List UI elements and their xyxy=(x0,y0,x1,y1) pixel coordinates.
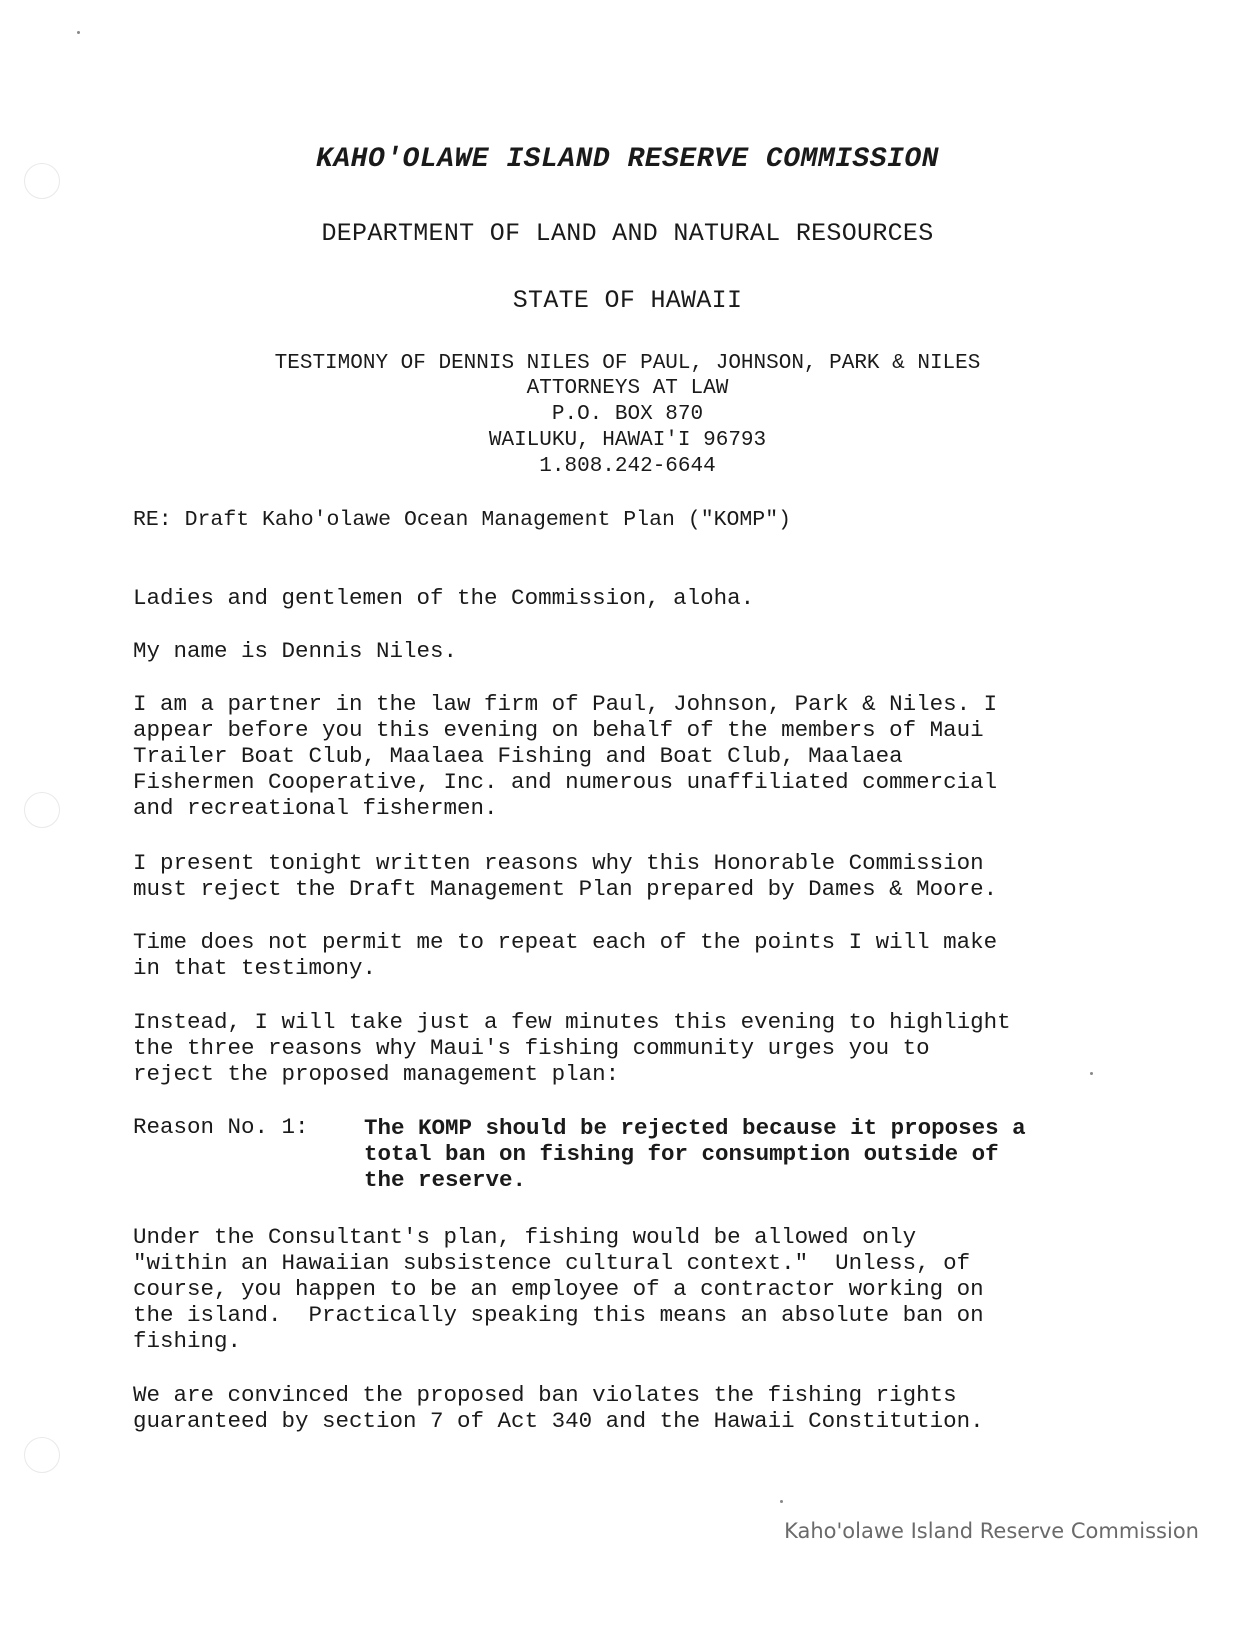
scan-speck xyxy=(77,31,80,34)
paragraph-line: Time does not permit me to repeat each of the points I will make xyxy=(133,929,998,955)
reason-text: The KOMP should be rejected because it proposes a xyxy=(364,1115,1026,1141)
paragraph-line: course, you happen to be an employee of a contractor working on xyxy=(133,1276,984,1302)
re-line: RE: Draft Kaho'olawe Ocean Management Plan ("KOMP") xyxy=(133,508,792,532)
paragraph-line: "within an Hawaiian subsistence cultural context." Unless, of xyxy=(133,1250,971,1276)
reason-label: Reason No. 1: xyxy=(133,1114,309,1140)
paragraph-line: the three reasons why Maui's fishing community urges you to xyxy=(133,1035,930,1061)
punch-hole xyxy=(24,792,60,828)
testimony-line: TESTIMONY OF DENNIS NILES OF PAUL, JOHNSON, PARK & NILES xyxy=(274,352,981,375)
paragraph-line: Under the Consultant's plan, fishing would be allowed only xyxy=(133,1224,917,1250)
paragraph-line: Fishermen Cooperative, Inc. and numerous unaffiliated commercial xyxy=(133,769,998,795)
reason-text: total ban on fishing for consumption outside of xyxy=(364,1141,999,1167)
paragraph-line: appear before you this evening on behalf of the members of Maui xyxy=(133,717,984,743)
po-box-line: P.O. BOX 870 xyxy=(551,403,704,426)
city-line: WAILUKU, HAWAI'I 96793 xyxy=(488,429,767,452)
paragraph-line: fishing. xyxy=(133,1328,242,1354)
paragraph-line: We are convinced the proposed ban violates the fishing rights xyxy=(133,1382,957,1408)
paragraph-line: I am a partner in the law firm of Paul, Johnson, Park & Niles. I xyxy=(133,691,998,717)
state-heading: STATE OF HAWAII xyxy=(512,286,743,315)
scan-speck xyxy=(780,1500,783,1503)
paragraph-line: I present tonight written reasons why this Honorable Commission xyxy=(133,850,984,876)
paragraph-line: guaranteed by section 7 of Act 340 and the Hawaii Constitution. xyxy=(133,1408,984,1434)
paragraph-line: must reject the Draft Management Plan prepared by Dames & Moore. xyxy=(133,876,998,902)
paragraph-line: Instead, I will take just a few minutes this evening to highlight xyxy=(133,1009,1011,1035)
paragraph-line: Trailer Boat Club, Maalaea Fishing and Boat Club, Maalaea xyxy=(133,743,903,769)
name-line: My name is Dennis Niles. xyxy=(133,638,458,664)
attorneys-line: ATTORNEYS AT LAW xyxy=(526,377,729,400)
punch-hole xyxy=(24,1437,60,1473)
footer-watermark: Kaho'olawe Island Reserve Commission xyxy=(784,1519,1199,1543)
department-heading: DEPARTMENT OF LAND AND NATURAL RESOURCES xyxy=(321,219,934,248)
paragraph-line: in that testimony. xyxy=(133,955,377,981)
reason-text: the reserve. xyxy=(364,1167,527,1193)
document-title: KAHO'OLAWE ISLAND RESERVE COMMISSION xyxy=(316,144,939,175)
paragraph-line: reject the proposed management plan: xyxy=(133,1061,620,1087)
paragraph-line: the island. Practically speaking this means an absolute ban on xyxy=(133,1302,984,1328)
greeting-line: Ladies and gentlemen of the Commission, aloha. xyxy=(133,585,755,611)
scan-speck xyxy=(1090,1072,1093,1075)
phone-line: 1.808.242-6644 xyxy=(539,455,716,478)
paragraph-line: and recreational fishermen. xyxy=(133,795,498,821)
